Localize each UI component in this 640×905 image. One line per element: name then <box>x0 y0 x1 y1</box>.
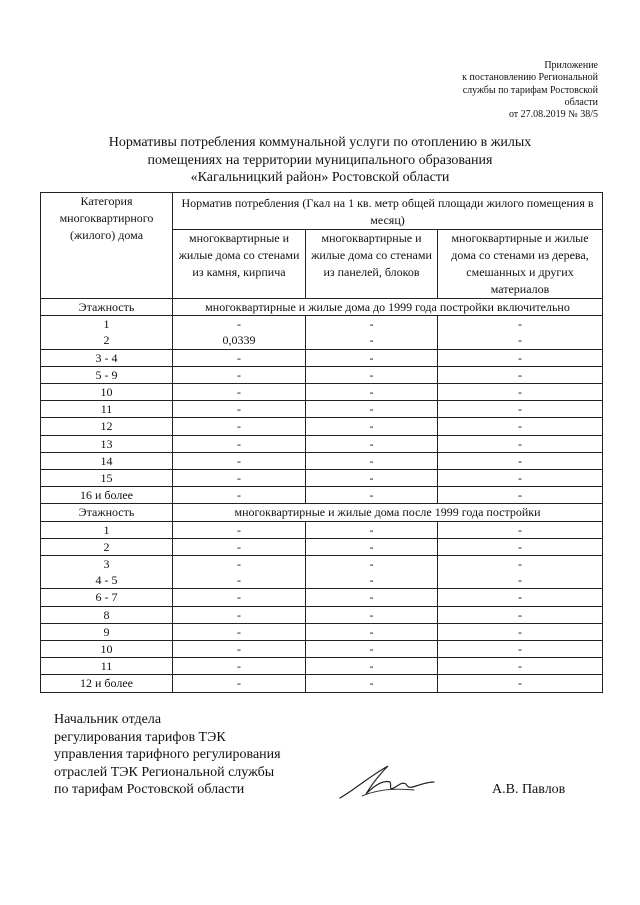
table-row <box>41 366 603 383</box>
panel-value-cell <box>306 641 438 658</box>
panel-value-cell <box>306 521 438 538</box>
section-title: многоквартирные и жилые дома после 1999 года постройки <box>173 504 603 521</box>
stone-value-line: - <box>237 659 241 674</box>
wood-value-cell <box>438 470 603 487</box>
title-line: Нормативы потребления коммунальной услуги по отоплению в жилых <box>108 135 532 150</box>
table-row <box>41 641 603 658</box>
stone-value-cell <box>173 435 306 452</box>
panel-value-line: - <box>369 522 374 537</box>
panel-value-cell <box>306 487 438 504</box>
wood-value-cell <box>438 606 603 623</box>
floors-line: 15 <box>100 471 113 486</box>
panel-value-cell <box>306 589 438 606</box>
panel-value-line: - <box>369 557 374 572</box>
wood-value-cell <box>438 401 603 418</box>
panel-value-line: - <box>369 333 374 348</box>
wood-value-cell <box>438 623 603 640</box>
panel-value-cell <box>306 556 438 589</box>
floors-line: 1 <box>103 522 110 537</box>
wood-value-cell <box>438 521 603 538</box>
section-header-row <box>41 299 603 316</box>
table-row <box>41 418 603 435</box>
table-row <box>41 556 603 589</box>
wood-value-line: - <box>518 367 523 382</box>
floors-cell <box>41 470 173 487</box>
floors-line: 11 <box>100 402 113 417</box>
panel-value-cell <box>306 606 438 623</box>
stone-value-cell <box>173 589 306 606</box>
floors-line: 1 <box>103 317 110 332</box>
document-title <box>40 134 600 187</box>
floors-line: 10 <box>100 385 113 400</box>
signatory-line: по тарифам Ростовской области <box>54 782 245 798</box>
panel-value-cell <box>306 675 438 692</box>
table-row <box>41 675 603 692</box>
stone-value-line: - <box>237 590 241 605</box>
stone-value-cell <box>173 675 306 692</box>
wood-value-line: - <box>518 522 523 537</box>
floors-cell <box>41 316 173 349</box>
table-row <box>41 401 603 418</box>
signatory-name: А.В. Павлов <box>492 782 566 797</box>
wood-value-line: - <box>518 402 523 417</box>
panel-value-line: - <box>369 573 374 588</box>
floors-cell <box>41 641 173 658</box>
appendix-line: от 27.08.2019 № 38/5 <box>508 109 598 121</box>
subheader-wood: многоквартирные и жилые дома со стенами из дерева, смешанных и других материалов <box>438 230 603 299</box>
stone-value-cell <box>173 452 306 469</box>
panel-value-cell <box>306 658 438 675</box>
stone-value-line: - <box>237 385 241 400</box>
stone-value-line: - <box>237 642 241 657</box>
floors-line: 11 <box>100 659 113 674</box>
title-line: помещениях на территории муниципального образования <box>147 152 493 168</box>
panel-value-cell <box>306 538 438 555</box>
table-row <box>41 487 603 504</box>
panel-value-cell <box>306 349 438 366</box>
wood-value-cell <box>438 366 603 383</box>
table-row <box>41 589 603 606</box>
floors-line: 12 <box>100 419 113 434</box>
floors-line: 10 <box>100 642 113 657</box>
wood-value-line: - <box>518 659 523 674</box>
panel-value-line: - <box>369 385 374 400</box>
panel-value-line: - <box>369 436 374 451</box>
wood-value-line: - <box>518 607 523 622</box>
stone-value-cell <box>173 349 306 366</box>
wood-value-cell <box>438 316 603 349</box>
panel-value-line: - <box>369 590 374 605</box>
table-row <box>41 538 603 555</box>
stone-value-line: 0,0339 <box>222 333 256 348</box>
floors-line: 6 - 7 <box>95 590 118 605</box>
floors-cell <box>41 658 173 675</box>
stone-value-line: - <box>237 317 241 332</box>
floors-cell <box>41 623 173 640</box>
panel-value-cell <box>306 418 438 435</box>
wood-value-cell <box>438 384 603 401</box>
section-header-row <box>41 504 603 521</box>
floors-line: 8 <box>103 607 110 622</box>
table-row <box>41 623 603 640</box>
wood-value-line: - <box>518 453 523 468</box>
panel-value-line: - <box>369 607 374 622</box>
signatory-block <box>54 711 281 799</box>
panel-value-line: - <box>369 676 374 691</box>
floors-cell <box>41 521 173 538</box>
panel-value-line: - <box>369 488 374 503</box>
wood-value-line: - <box>518 333 523 348</box>
section-title: многоквартирные и жилые дома до 1999 года постройки включительно <box>173 299 603 316</box>
panel-value-line: - <box>369 350 374 365</box>
panel-value-line: - <box>369 659 374 674</box>
floors-line: 5 - 9 <box>95 367 118 382</box>
panel-value-line: - <box>369 642 374 657</box>
panel-value-cell <box>306 470 438 487</box>
floors-cell <box>41 452 173 469</box>
stone-value-cell <box>173 658 306 675</box>
wood-value-cell <box>438 349 603 366</box>
wood-value-cell <box>438 452 603 469</box>
stone-value-cell <box>173 470 306 487</box>
appendix-line: области <box>564 96 598 108</box>
panel-value-cell <box>306 452 438 469</box>
wood-value-line: - <box>518 624 523 639</box>
table-row <box>41 521 603 538</box>
floors-cell <box>41 384 173 401</box>
wood-value-line: - <box>518 590 523 605</box>
floors-cell <box>41 606 173 623</box>
wood-value-line: - <box>518 350 523 365</box>
floors-line: 3 <box>103 557 110 572</box>
panel-value-cell <box>306 316 438 349</box>
stone-value-line: - <box>237 607 241 622</box>
wood-value-line: - <box>518 471 523 486</box>
stone-value-cell <box>173 384 306 401</box>
header-row <box>41 193 603 230</box>
appendix-line: Приложение <box>544 60 598 71</box>
floors-cell <box>41 675 173 692</box>
stone-value-cell <box>173 487 306 504</box>
stone-value-cell <box>173 401 306 418</box>
wood-value-cell <box>438 658 603 675</box>
floors-cell <box>41 538 173 555</box>
panel-value-line: - <box>369 317 374 332</box>
wood-value-cell <box>438 487 603 504</box>
stone-value-cell <box>173 606 306 623</box>
signatory-line: управления тарифного регулирования <box>54 747 281 763</box>
floors-cell <box>41 401 173 418</box>
wood-value-line: - <box>518 317 523 332</box>
signatory-line: регулирования тарифов ТЭК <box>54 729 226 745</box>
stone-value-cell <box>173 556 306 589</box>
stone-value-line: - <box>237 522 241 537</box>
floors-cell <box>41 435 173 452</box>
table-row <box>41 658 603 675</box>
subheader-stone: многоквартирные и жилые дома со стенами из камня, кирпича <box>173 230 306 299</box>
panel-value-cell <box>306 401 438 418</box>
floors-line: 12 и более <box>79 676 133 691</box>
stone-value-cell <box>173 623 306 640</box>
handwritten-signature <box>336 760 436 804</box>
wood-value-cell <box>438 418 603 435</box>
floors-line: 2 <box>103 539 110 554</box>
floors-line: 14 <box>100 453 113 468</box>
wood-value-line: - <box>518 539 523 554</box>
panel-value-line: - <box>369 624 374 639</box>
wood-value-line: - <box>518 436 523 451</box>
wood-value-line: - <box>518 642 523 657</box>
wood-value-line: - <box>518 676 523 691</box>
panel-value-line: - <box>369 402 374 417</box>
wood-value-cell <box>438 556 603 589</box>
wood-value-cell <box>438 435 603 452</box>
wood-value-cell <box>438 675 603 692</box>
table-row <box>41 606 603 623</box>
panel-value-line: - <box>369 367 374 382</box>
panel-value-cell <box>306 623 438 640</box>
floors-line: 13 <box>100 436 113 451</box>
stone-value-line: - <box>237 676 241 691</box>
wood-value-cell <box>438 641 603 658</box>
panel-value-line: - <box>369 453 374 468</box>
floors-cell <box>41 349 173 366</box>
subheader-panel: многоквартирные и жилые дома со стенами из панелей, блоков <box>306 230 438 299</box>
stone-value-line: - <box>237 367 241 382</box>
stone-value-cell <box>173 418 306 435</box>
floors-cell <box>41 366 173 383</box>
section-label: Этажность <box>41 299 173 316</box>
table-row <box>41 349 603 366</box>
wood-value-line: - <box>518 557 523 572</box>
stone-value-line: - <box>237 488 241 503</box>
table-row <box>41 435 603 452</box>
panel-value-line: - <box>369 419 374 434</box>
stone-value-line: - <box>237 471 241 486</box>
appendix-note <box>398 60 598 121</box>
wood-value-cell <box>438 589 603 606</box>
stone-value-line: - <box>237 453 241 468</box>
panel-value-cell <box>306 384 438 401</box>
stone-value-cell <box>173 521 306 538</box>
norms-table <box>40 192 603 693</box>
stone-value-cell <box>173 641 306 658</box>
floors-line: 16 и более <box>79 488 133 503</box>
wood-value-line: - <box>518 488 523 503</box>
signatory-line: Начальник отдела <box>54 712 162 727</box>
stone-value-line: - <box>237 624 241 639</box>
section-label: Этажность <box>41 504 173 521</box>
panel-value-line: - <box>369 539 374 554</box>
table-row <box>41 384 603 401</box>
stone-value-line: - <box>237 573 241 588</box>
stone-value-line: - <box>237 436 241 451</box>
stone-value-line: - <box>237 539 241 554</box>
table-row <box>41 470 603 487</box>
floors-cell <box>41 487 173 504</box>
signatory-line: отраслей ТЭК Региональной службы <box>54 764 275 780</box>
stone-value-cell <box>173 366 306 383</box>
stone-value-line: - <box>237 402 241 417</box>
floors-line: 3 - 4 <box>95 350 118 365</box>
panel-value-line: - <box>369 471 374 486</box>
wood-value-line: - <box>518 573 523 588</box>
wood-value-line: - <box>518 385 523 400</box>
table-row <box>41 452 603 469</box>
floors-line: 2 <box>103 333 110 348</box>
category-header: Категория многоквартирного (жилого) дома <box>41 193 173 299</box>
wood-value-line: - <box>518 419 523 434</box>
stone-value-line: - <box>237 419 241 434</box>
panel-value-cell <box>306 435 438 452</box>
floors-line: 9 <box>103 624 110 639</box>
floors-cell <box>41 556 173 589</box>
wood-value-cell <box>438 538 603 555</box>
table-row <box>41 316 603 349</box>
floors-cell <box>41 418 173 435</box>
stone-value-line: - <box>237 350 241 365</box>
norm-header: Норматив потребления (Гкал на 1 кв. метр общей площади жилого помещения в месяц) <box>173 193 603 230</box>
appendix-line: к постановлению Региональной <box>462 72 598 84</box>
appendix-line: службы по тарифам Ростовской <box>462 84 598 96</box>
stone-value-cell <box>173 538 306 555</box>
stone-value-cell <box>173 316 306 349</box>
title-line: «Кагальницкий район» Ростовской области <box>190 170 450 185</box>
stone-value-line: - <box>237 557 241 572</box>
panel-value-cell <box>306 366 438 383</box>
floors-line: 4 - 5 <box>95 573 118 588</box>
floors-cell <box>41 589 173 606</box>
